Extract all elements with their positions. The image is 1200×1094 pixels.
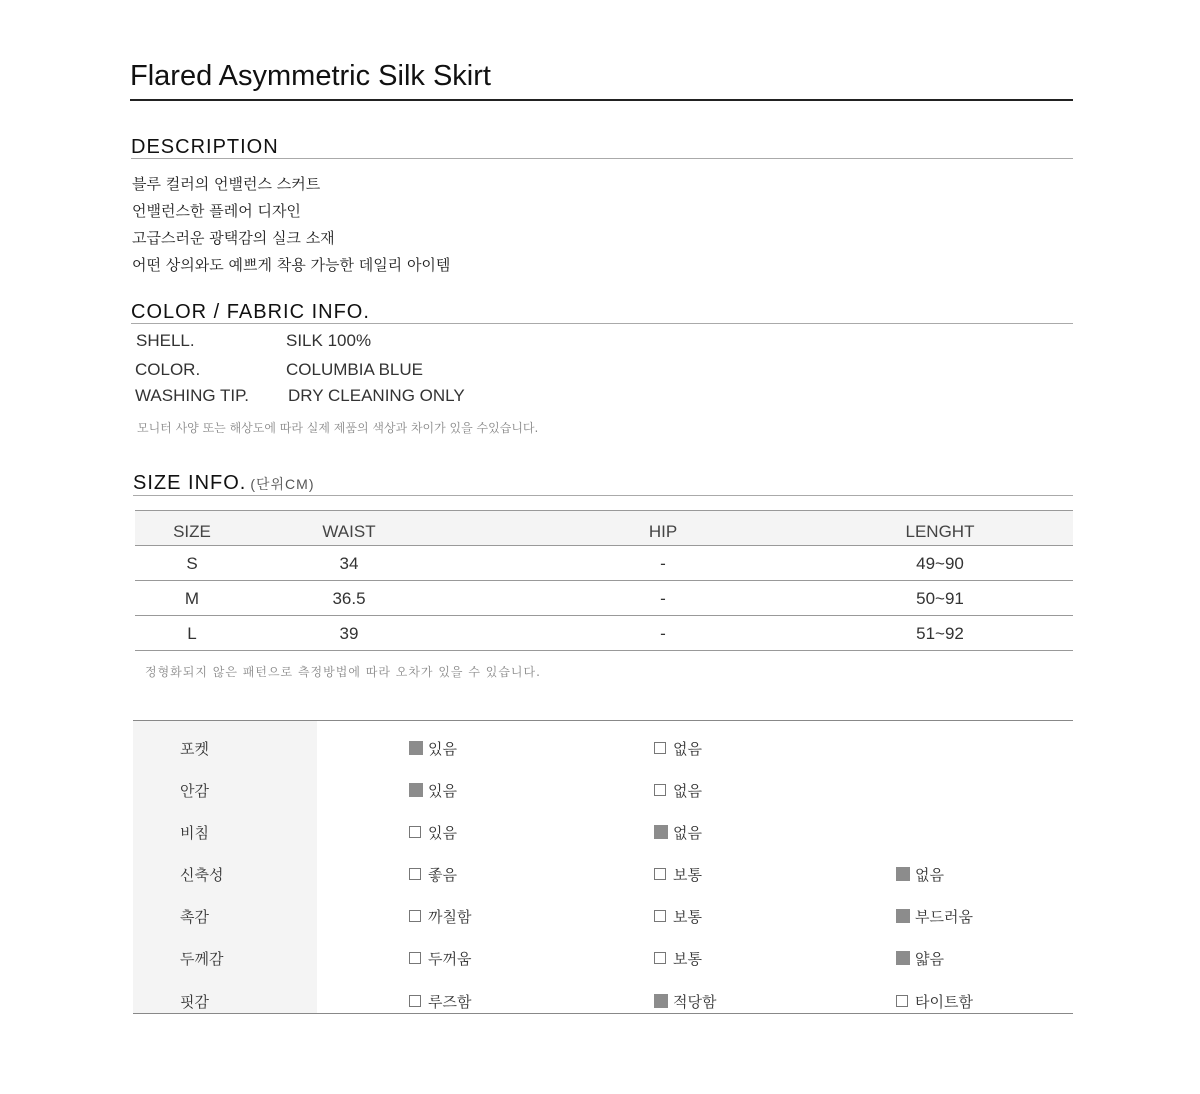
option-label: 없음: [673, 782, 702, 800]
length-cell: 49~90: [916, 554, 964, 573]
option-label: 없음: [915, 866, 944, 884]
unchecked-box-icon: [409, 868, 421, 880]
waist-cell: 36.5: [332, 589, 366, 608]
option-label: 보통: [673, 950, 702, 968]
property-row: [133, 982, 1073, 1024]
property-name: 촉감: [180, 908, 209, 926]
option-label: 타이트함: [915, 993, 973, 1011]
table-row: [135, 546, 1073, 581]
size-unit: (단위CM): [250, 476, 315, 492]
shell-label: SHELL.: [136, 331, 195, 350]
checked-box-icon: [896, 867, 910, 881]
checked-box-icon: [654, 994, 668, 1008]
option-label: 적당함: [673, 993, 717, 1011]
color-label: COLOR.: [135, 360, 201, 379]
property-row: [133, 813, 1073, 855]
waist-cell: 39: [339, 624, 359, 643]
option-label: 좋음: [428, 866, 457, 884]
unchecked-box-icon: [409, 826, 421, 838]
table-row: [135, 581, 1073, 616]
property-row: [133, 771, 1073, 813]
property-row: [133, 897, 1073, 939]
unchecked-box-icon: [409, 952, 421, 964]
property-row: [133, 729, 1073, 771]
color-value: COLUMBIA BLUE: [286, 360, 423, 379]
property-name: 비침: [180, 824, 209, 842]
washing-tip-label: WASHING TIP.: [135, 386, 249, 405]
property-name: 포켓: [180, 740, 209, 758]
description-line: 고급스러운 광택감의 실크 소재: [132, 229, 335, 247]
size-heading-text: SIZE INFO.: [133, 472, 247, 494]
description-line: 언밸런스한 플레어 디자인: [132, 202, 301, 220]
checked-box-icon: [409, 741, 423, 755]
washing-tip-value: DRY CLEANING ONLY: [288, 386, 465, 405]
property-name: 두께감: [180, 950, 224, 968]
size-cell: L: [187, 624, 197, 643]
option-label: 까칠함: [428, 908, 472, 926]
property-name: 안감: [180, 782, 209, 800]
option-label: 있음: [428, 824, 457, 842]
column-header-waist: WAIST: [322, 522, 376, 541]
checked-box-icon: [409, 783, 423, 797]
unchecked-box-icon: [654, 742, 666, 754]
property-name: 핏감: [180, 993, 209, 1011]
measurement-note: 정형화되지 않은 패턴으로 측정방법에 따라 오차가 있을 수 있습니다.: [145, 665, 541, 679]
size-table-header: [135, 510, 1073, 546]
product-title: Flared Asymmetric Silk Skirt: [130, 58, 1073, 101]
monitor-color-note: 모니터 사양 또는 해상도에 따라 실제 제품의 색상과 차이가 있을 수있습니다.: [137, 421, 539, 435]
column-header-hip: HIP: [648, 522, 678, 541]
length-cell: 51~92: [916, 624, 964, 643]
description-line: 블루 컬러의 언밸런스 스커트: [132, 175, 321, 193]
column-header-length: LENGHT: [905, 522, 975, 541]
table-row: [135, 616, 1073, 651]
unchecked-box-icon: [654, 910, 666, 922]
property-row: [133, 855, 1073, 897]
hip-cell: -: [660, 589, 666, 608]
option-label: 루즈함: [428, 993, 472, 1011]
unchecked-box-icon: [896, 995, 908, 1007]
property-row: [133, 939, 1073, 981]
option-label: 있음: [428, 740, 457, 758]
property-name: 신축성: [180, 866, 224, 884]
shell-value: SILK 100%: [286, 331, 372, 350]
checked-box-icon: [896, 909, 910, 923]
option-label: 얇음: [915, 950, 944, 968]
option-label: 보통: [673, 908, 702, 926]
hip-cell: -: [660, 554, 666, 573]
size-table: [135, 510, 1073, 651]
description-line: 어떤 상의와도 예쁘게 착용 가능한 데일리 아이템: [132, 256, 451, 274]
unchecked-box-icon: [654, 952, 666, 964]
checked-box-icon: [896, 951, 910, 965]
option-label: 부드러움: [915, 908, 973, 926]
column-header-size: SIZE: [173, 522, 211, 541]
option-label: 없음: [673, 740, 702, 758]
length-cell: 50~91: [916, 589, 964, 608]
option-label: 있음: [428, 782, 457, 800]
unchecked-box-icon: [409, 910, 421, 922]
size-cell: S: [186, 554, 198, 573]
description-heading: DESCRIPTION: [131, 136, 1073, 159]
hip-cell: -: [660, 624, 666, 643]
waist-cell: 34: [339, 554, 359, 573]
fabric-heading: COLOR / FABRIC INFO.: [131, 301, 1073, 324]
option-label: 보통: [673, 866, 702, 884]
unchecked-box-icon: [654, 868, 666, 880]
property-table: [133, 720, 1073, 1014]
checked-box-icon: [654, 825, 668, 839]
option-label: 두꺼움: [428, 950, 472, 968]
size-heading: [133, 472, 1073, 496]
unchecked-box-icon: [409, 995, 421, 1007]
size-cell: M: [184, 589, 200, 608]
unchecked-box-icon: [654, 784, 666, 796]
option-label: 없음: [673, 824, 702, 842]
